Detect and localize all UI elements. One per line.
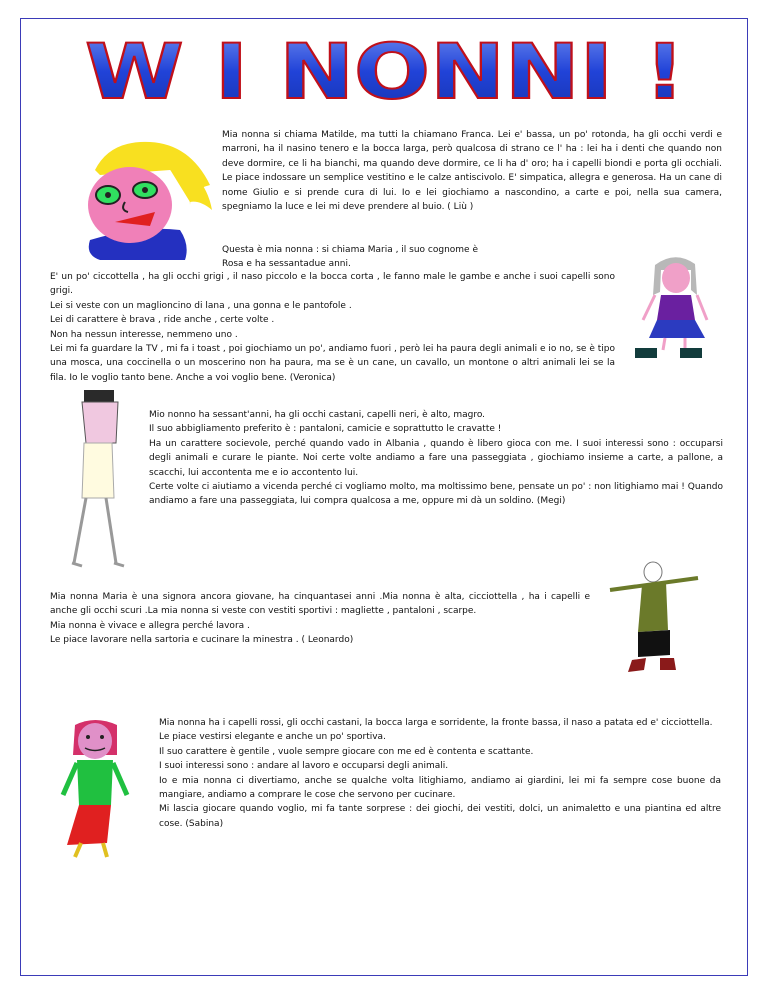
text-section-leonardo xyxy=(50,590,590,648)
paragraph: Mia nonna ha i capelli rossi, gli occhi castani, la bocca larga e sorridente, la fronte bassa, il naso a patata ed e' cicciottella. xyxy=(159,718,713,728)
paragraph: Ha un carattere socievole, perché quando vado in Albania , quando è libero gioca con me. I suoi interessi sono : occuparsi degli animali e curare le piante. Noi certe volte andiamo a fare una passeggiata , giochiamo insieme a carte, a pallone, a scacchi, lui accontenta me e io accontento lui. xyxy=(149,438,723,478)
drawing-grandma-red-hair xyxy=(45,715,145,865)
text-section-veronica xyxy=(50,270,615,385)
paragraph: Certe volte ci aiutiamo a vicenda perché ci vogliamo molto, ma moltissimo bene, pensate un po' : non litighiamo mai ! Quando andiamo a fare una passeggiata, lui compra qualcosa a me, oppure mi dà un soldino. (Megi) xyxy=(149,482,723,507)
paragraph: Lei di carattere è brava , ride anche , certe volte . xyxy=(50,315,275,326)
drawing-grandma-grey xyxy=(625,250,720,365)
paragraph: Mia nonna Maria è una signora ancora giovane, ha cinquantasei anni .Mia nonna è alta, cicciottella , ha i capelli e anche gli occhi scuri .La mia nonna si veste con vestiti sportivi : magliette , pantaloni , scarpe. xyxy=(50,592,590,617)
paragraph: Non ha nessun interesse, nemmeno uno . xyxy=(50,329,238,340)
paragraph: Lei mi fa guardare la TV , mi fa i toast , poi giochiamo un po', andiamo fuori , però lei ha paura degli animali e io no, se è tipo una mosca, una coccinella o un moscerino non ha paura, ma se è un cane, un cavallo, un montone o altri animali lei se la fila. Io le voglio tanto bene. Anche a voi voglio bene. (Veronica) xyxy=(50,344,615,383)
paragraph: Le piace lavorare nella sartoria e cucinare la minestra . ( Leonardo) xyxy=(50,635,354,646)
text-section-sabina xyxy=(159,716,721,831)
paragraph: Mia nonna si chiama Matilde, ma tutti la chiamano Franca. Lei e' bassa, un po' rotonda, ha gli occhi verdi e marroni, ha il nasino tenero e la bocca larga, però qualcosa di strano ce l' ha : lei ha i denti che quando non deve dormire, ce li ha bianchi, ma quando deve dormire, ce li ha d' oro; ha i capelli biondi e porta gli occhiali. Le piace indossare un semplice vestitino e le calze antiscivolo. E' simpatica, allegra e generosa. Ha un cane di nome Giulio e si prende cura di lui. Io e lei giochiamo a nascondino, a carte e poi, nella sua camera, spegniamo la luce e lei mi deve prendere al buio. ( Liù ) xyxy=(222,130,722,213)
paragraph: Io e mia nonna ci divertiamo, anche se qualche volta litighiamo, andiamo ai giardini, lei mi fa sempre cose buone da mangiare, andiamo a comprare le cose che servono per cucinare. xyxy=(159,775,721,801)
paragraph: Mio nonno ha sessant'anni, ha gli occhi castani, capelli neri, è alto, magro. xyxy=(149,410,486,420)
text-section-megi xyxy=(149,408,723,509)
intro-section-veronica xyxy=(222,243,492,272)
paragraph: Il suo carattere è gentile , vuole sempre giocare con me ed è contenta e scattante. xyxy=(159,746,534,757)
paragraph: Le piace vestirsi elegante e anche un po' sportiva. xyxy=(159,732,386,743)
title-text: W I NONNI ! xyxy=(85,30,685,110)
drawing-grandpa-tall xyxy=(62,388,140,580)
paragraph: Lei si veste con un maglioncino di lana , una gonna e le pantofole . xyxy=(50,300,352,311)
paragraph: Mia nonna è vivace e allegra perché lavora . xyxy=(50,620,250,631)
drawing-grandma-arms-open xyxy=(598,560,716,680)
paragraph: E' un po' ciccottella , ha gli occhi grigi , il naso piccolo e la bocca corta , le fanno male le gambe e anche i suoi capelli sono grigi. xyxy=(50,272,615,297)
page-title xyxy=(80,30,690,110)
text-section-liu xyxy=(222,128,722,214)
paragraph: I suoi interessi sono : andare al lavoro e occuparsi degli animali. xyxy=(159,761,449,772)
paragraph: Questa è mia nonna : si chiama Maria , il suo cognome è Rosa e ha sessantadue anni. xyxy=(222,245,478,270)
drawing-grandma-blonde xyxy=(40,130,215,260)
paragraph: Il suo abbigliamento preferito è : pantaloni, camicie e soprattutto le cravatte ! xyxy=(149,424,502,435)
paragraph: Mi lascia giocare quando voglio, mi fa tante sorprese : dei giochi, dei vestiti, dolci, un animaletto e una piantina ed altre cose. (Sabina) xyxy=(159,804,721,829)
